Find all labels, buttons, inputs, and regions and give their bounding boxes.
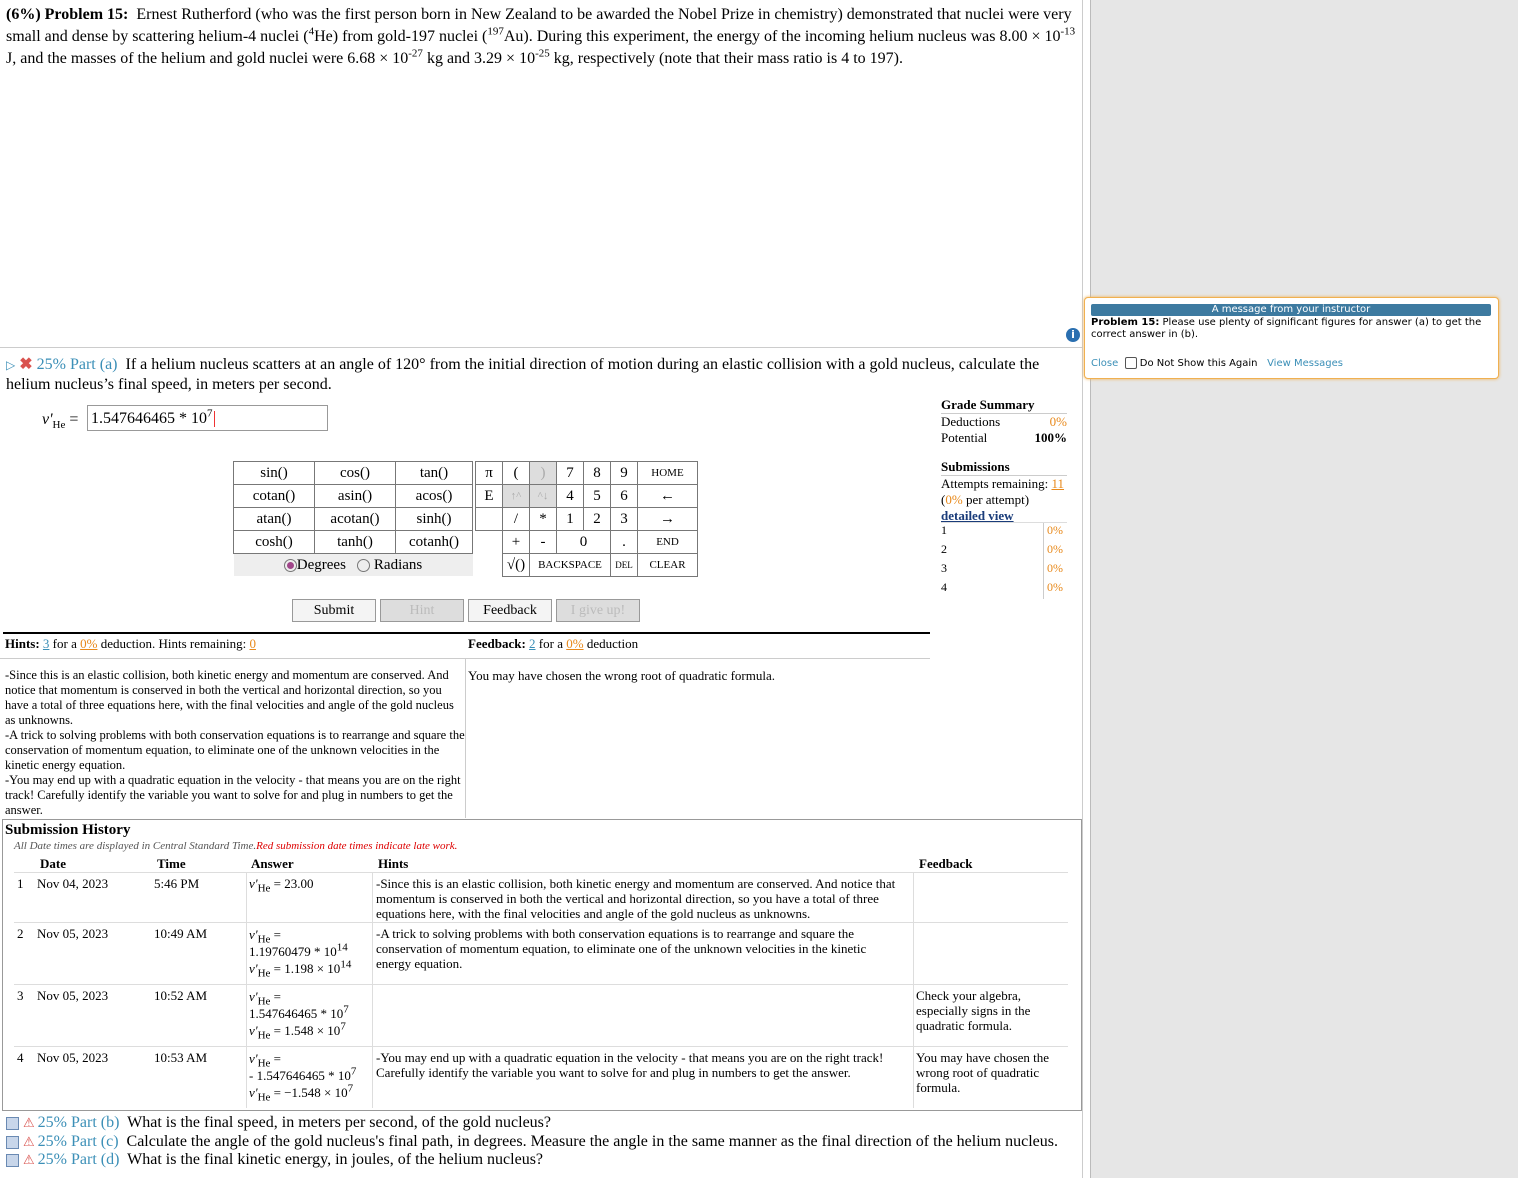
grade-summary	[941, 397, 1067, 446]
hint-item: -Since this is an elastic collision, both kinetic energy and momentum are conserved. And notice that momentum is conserved in both the vertical and horizontal direction, so you have a total of three equations here, with the final velocities and angle of the gold nucleus as unknowns.	[5, 668, 454, 727]
text-cursor	[214, 411, 215, 427]
info-icon[interactable]: i	[1066, 328, 1080, 342]
key-cotan[interactable]: cotan()	[234, 485, 315, 508]
answer-eq: = 23.00	[270, 876, 314, 891]
key-tanh[interactable]: tanh()	[315, 531, 396, 554]
key-asin[interactable]: asin()	[315, 485, 396, 508]
key-6[interactable]: 6	[611, 485, 638, 508]
part-b-text: What is the final speed, in meters per second, of the gold nucleus?	[127, 1114, 552, 1131]
var-sub: He	[257, 1029, 271, 1042]
col-feedback: Feedback	[919, 856, 973, 871]
hints-label: Hints:	[5, 636, 40, 651]
answer-variable	[42, 411, 79, 432]
var-v: v'	[249, 961, 258, 976]
row-num: 4	[17, 1050, 24, 1065]
potential-row	[941, 430, 1067, 446]
problem-text-2: Au). During this experiment, the energy of the incoming helium nucleus was 8.00 × 10	[503, 28, 1061, 45]
part-a-label: 25% Part (a)	[36, 356, 118, 373]
var-sub: He	[257, 1057, 271, 1070]
var-sub: He	[257, 882, 271, 895]
feedback-button[interactable]: Feedback	[468, 599, 552, 622]
key-atan[interactable]: atan()	[234, 508, 315, 531]
col-line	[372, 872, 373, 1108]
radians-radio[interactable]	[357, 559, 370, 572]
problem-text-1: Ernest Rutherford (who was the first person born in New Zealand to be awarded the Nobel Prize in chemistry) demonstrated that nuclei were very small and dense by scattering helium-4 nuclei (	[6, 6, 1072, 45]
row-time: 10:52 AM	[154, 988, 208, 1003]
hint-button[interactable]: Hint	[380, 599, 464, 622]
answer-raw-exp: 14	[336, 941, 348, 954]
sup-4: 4	[308, 25, 315, 38]
row-time: 5:46 PM	[154, 876, 200, 891]
key-del[interactable]: DEL	[611, 554, 638, 577]
key-down[interactable]: ^↓	[530, 485, 557, 508]
feedback-for-a: for a	[538, 636, 563, 651]
row-date: Nov 05, 2023	[37, 926, 109, 941]
collapse-icon[interactable]	[6, 1154, 19, 1167]
do-not-show-checkbox[interactable]	[1125, 357, 1137, 369]
key-e[interactable]: E	[476, 485, 503, 508]
grade-row-num: 1	[941, 523, 947, 537]
answer-formatted-exp: 7	[340, 1020, 346, 1033]
key-8[interactable]: 8	[584, 462, 611, 485]
divider	[0, 347, 1082, 348]
key-0[interactable]: 0	[557, 531, 611, 554]
row-answer	[249, 988, 349, 1042]
var-sub: He	[257, 995, 271, 1008]
var-v: v'	[249, 927, 258, 942]
problem-weight: (6%)	[6, 6, 41, 23]
row-num: 3	[17, 988, 24, 1003]
detailed-view-link[interactable]: detailed view	[941, 508, 1014, 523]
angle-mode	[234, 554, 473, 577]
var-v: v'	[42, 411, 53, 428]
close-link[interactable]: Close	[1091, 358, 1119, 369]
view-messages-link[interactable]: View Messages	[1267, 358, 1344, 369]
answer-formatted: = 1.198 × 10	[270, 961, 341, 976]
var-v: v'	[249, 876, 258, 891]
answer-eq: =	[270, 927, 281, 942]
part-c-row[interactable]	[6, 1133, 1058, 1151]
warning-icon: ⚠	[23, 1134, 35, 1149]
row-line	[14, 1046, 1068, 1047]
deductions-label: Deductions	[941, 414, 1001, 429]
attempts-value: 11	[1051, 476, 1065, 491]
feedback-label: Feedback:	[468, 636, 526, 651]
answer-raw-exp: 7	[350, 1065, 357, 1078]
grade-row-num: 3	[941, 561, 947, 575]
row-hint: -A trick to solving problems with both conservation equations is to rearrange and square the conservation of momentum equation, to eliminate one of the unknown velocities in the kinetic energy equation.	[376, 926, 867, 971]
answer-raw: - 1.547646465 * 10	[249, 1068, 351, 1083]
var-eq: =	[65, 411, 79, 428]
row-answer	[249, 1050, 357, 1104]
row-answer	[249, 876, 314, 895]
grade-row-pct: 0%	[1043, 580, 1067, 599]
key-3[interactable]: 3	[611, 508, 638, 531]
col-answer: Answer	[251, 856, 294, 871]
grade-row	[941, 542, 1067, 561]
key-dot[interactable]: .	[611, 531, 638, 554]
warning-icon: ⚠	[23, 1115, 35, 1130]
part-d-row[interactable]	[6, 1151, 543, 1169]
per-attempt-text: per attempt)	[965, 492, 1030, 507]
submit-button[interactable]: Submit	[292, 599, 376, 622]
part-d-text: What is the final kinetic energy, in joules, of the helium nucleus?	[127, 1151, 544, 1168]
grade-row-pct: 0%	[1043, 561, 1067, 580]
feedback-count: 2	[529, 636, 536, 651]
key-5[interactable]: 5	[584, 485, 611, 508]
row-date: Nov 05, 2023	[37, 988, 109, 1003]
warning-icon: ⚠	[23, 1152, 35, 1167]
row-feedback: Check your algebra, especially signs in the quadratic formula.	[916, 988, 1031, 1033]
problem-text-1b: He) from gold-197 nuclei (	[314, 28, 488, 45]
per-attempt-row: (0% per attempt)	[941, 492, 1030, 507]
collapse-icon[interactable]	[6, 1117, 19, 1130]
grade-row-num: 2	[941, 542, 947, 556]
hints-remaining: 0	[249, 636, 256, 651]
part-a-question	[6, 355, 1071, 394]
key-acotan[interactable]: acotan()	[315, 508, 396, 531]
key-up[interactable]: ↑^	[503, 485, 530, 508]
history-note-text: All Date times are displayed in Central Standard Time.	[14, 840, 257, 852]
answer-exp: 7	[207, 407, 213, 420]
key-divide[interactable]: /	[503, 508, 530, 531]
degrees-radio[interactable]	[284, 559, 297, 572]
message-problem: Problem 15:	[1091, 317, 1160, 328]
function-keypad	[233, 461, 473, 576]
hints-feedback-separator	[465, 658, 466, 818]
answer-eq: =	[270, 1051, 281, 1066]
key-blank	[476, 508, 503, 531]
hint-item: -A trick to solving problems with both conservation equations is to rearrange and square the conservation of momentum equation, to eliminate one of the unknown velocities in the kinetic energy equation.	[5, 728, 465, 772]
key-left-arrow[interactable]: ←	[638, 485, 698, 508]
key-lparen[interactable]: (	[503, 462, 530, 485]
right-panel	[1090, 0, 1518, 1178]
var-sub: He	[257, 967, 271, 980]
problem-text-5: kg, respectively (note that their mass ratio is 4 to 197).	[549, 50, 903, 67]
degrees-label: Degrees	[296, 556, 346, 573]
col-hints: Hints	[378, 856, 409, 871]
key-cotanh[interactable]: cotanh()	[396, 531, 473, 554]
collapse-icon[interactable]	[6, 1136, 19, 1149]
give-up-button[interactable]: I give up!	[556, 599, 640, 622]
potential-label: Potential	[941, 430, 988, 445]
key-cos[interactable]: cos()	[315, 462, 396, 485]
key-sqrt[interactable]: √()	[503, 554, 530, 577]
row-line	[14, 922, 1068, 923]
answer-raw: 1.19760479 * 10	[249, 944, 337, 959]
answer-value: 1.547646465 * 10	[91, 410, 207, 427]
potential-value: 100%	[1034, 430, 1067, 445]
key-end[interactable]: END	[638, 531, 698, 554]
number-keypad	[475, 461, 698, 577]
part-a-text: If a helium nucleus scatters at an angle of 120° from the initial direction of motion during an elastic collision with a gold nucleus, calculate the helium nucleus’s final speed, in meters per second.	[6, 356, 1040, 393]
do-not-show-label: Do Not Show this Again	[1139, 358, 1258, 369]
var-v: v'	[249, 1085, 258, 1100]
sup-197: 197	[487, 25, 504, 38]
incorrect-x-icon: ✖	[19, 356, 33, 373]
key-2[interactable]: 2	[584, 508, 611, 531]
answer-eq: =	[270, 989, 281, 1004]
deductions-value: 0%	[1049, 414, 1067, 429]
attempts-label: Attempts remaining:	[941, 476, 1049, 491]
key-gap2	[476, 554, 503, 577]
key-1[interactable]: 1	[557, 508, 584, 531]
row-answer	[249, 926, 352, 980]
key-gap	[476, 531, 503, 554]
message-title: A message from your instructor	[1091, 304, 1491, 316]
var-v: v'	[249, 989, 258, 1004]
hints-header	[5, 636, 256, 652]
answer-input[interactable]	[87, 405, 328, 431]
problem-text-4: kg and 3.29 × 10	[422, 50, 536, 67]
col-time: Time	[157, 856, 186, 871]
sup-m25: -25	[535, 47, 550, 60]
message-body	[1091, 317, 1491, 341]
key-cosh[interactable]: cosh()	[234, 531, 315, 554]
radians-label: Radians	[373, 556, 423, 573]
row-line	[14, 984, 1068, 985]
hints-feedback-divider	[3, 632, 930, 634]
row-line	[14, 872, 1068, 873]
message-footer	[1091, 357, 1343, 369]
hints-rest: deduction. Hints remaining:	[100, 636, 247, 651]
grade-row	[941, 580, 1067, 599]
key-minus[interactable]: -	[530, 531, 557, 554]
attempts-row	[941, 476, 1067, 492]
part-b-label: 25% Part (b)	[37, 1114, 120, 1131]
answer-formatted-exp: 14	[340, 958, 352, 971]
key-plus[interactable]: +	[503, 531, 530, 554]
row-time: 10:53 AM	[154, 1050, 208, 1065]
row-time: 10:49 AM	[154, 926, 208, 941]
part-d-label: 25% Part (d)	[37, 1151, 120, 1168]
submissions-panel	[941, 459, 1067, 524]
problem-text-3: J, and the masses of the helium and gold nuclei were 6.68 × 10	[6, 50, 409, 67]
key-7[interactable]: 7	[557, 462, 584, 485]
col-line	[913, 872, 914, 1108]
submission-grades	[941, 522, 1067, 599]
row-num: 2	[17, 926, 24, 941]
expand-triangle-icon[interactable]: ▷	[6, 358, 16, 372]
feedback-header	[468, 636, 638, 652]
hints-for-a: for a	[52, 636, 77, 651]
key-rparen[interactable]: )	[530, 462, 557, 485]
grade-row-num: 4	[941, 580, 947, 594]
key-backspace[interactable]: BACKSPACE	[530, 554, 611, 577]
row-date: Nov 05, 2023	[37, 1050, 109, 1065]
hints-list	[5, 668, 465, 818]
hint-item: -You may end up with a quadratic equation in the velocity - that means you are on the right track! Carefully identify the variable you want to solve for and plug in numbers to get the answer.	[5, 773, 461, 817]
history-note-red: Red submission date times indicate late work.	[256, 840, 458, 852]
grade-row	[941, 561, 1067, 580]
part-c-text: Calculate the angle of the gold nucleus's final path, in degrees. Measure the angle in the same manner as the final direction of the helium nucleus.	[126, 1133, 1058, 1150]
key-sin[interactable]: sin()	[234, 462, 315, 485]
key-sinh[interactable]: sinh()	[396, 508, 473, 531]
col-date: Date	[40, 856, 66, 871]
grade-row-pct: 0%	[1043, 542, 1067, 561]
key-9[interactable]: 9	[611, 462, 638, 485]
key-pi[interactable]: π	[476, 462, 503, 485]
key-clear[interactable]: CLEAR	[638, 554, 698, 577]
sup-m27: -27	[408, 47, 423, 60]
row-hint: -Since this is an elastic collision, both kinetic energy and momentum are conserved. And notice that momentum is conserved in both the vertical and horizontal direction, so you have a total of three equations here, with the final velocities and angle of the gold nucleus as unknowns.	[376, 876, 896, 921]
key-acos[interactable]: acos()	[396, 485, 473, 508]
row-feedback: You may have chosen the wrong root of quadratic formula.	[916, 1050, 1049, 1095]
deductions-row	[941, 414, 1067, 430]
answer-formatted: = 1.548 × 10	[270, 1023, 341, 1038]
feedback-rest: deduction	[586, 636, 639, 651]
col-line	[246, 872, 247, 1108]
sup-m13: -13	[1060, 25, 1076, 38]
feedback-text: You may have chosen the wrong root of quadratic formula.	[468, 668, 775, 683]
key-4[interactable]: 4	[557, 485, 584, 508]
answer-formatted: = −1.548 × 10	[270, 1085, 348, 1100]
row-date: Nov 04, 2023	[37, 876, 109, 891]
answer-raw-exp: 7	[343, 1003, 349, 1016]
problem-statement	[6, 4, 1076, 70]
submission-history-title: Submission History	[5, 822, 131, 838]
var-sub: He	[257, 933, 271, 946]
var-sub: He	[52, 419, 66, 432]
key-multiply[interactable]: *	[530, 508, 557, 531]
key-tan[interactable]: tan()	[396, 462, 473, 485]
message-text: Please use plenty of significant figures for answer (a) to get the correct answer in (b).	[1091, 317, 1482, 340]
history-note	[14, 840, 457, 852]
answer-raw: 1.547646465 * 10	[249, 1006, 344, 1021]
grade-row-pct: 0%	[1043, 523, 1067, 542]
per-attempt-pct: 0%	[945, 492, 963, 507]
problem-number: Problem 15:	[44, 6, 129, 23]
hints-pct: 0%	[80, 636, 98, 651]
part-c-label: 25% Part (c)	[37, 1133, 119, 1150]
instructor-message-popup	[1084, 297, 1499, 379]
key-right-arrow[interactable]: →	[638, 508, 698, 531]
answer-formatted-exp: 7	[347, 1082, 354, 1095]
var-v: v'	[249, 1051, 258, 1066]
part-b-row[interactable]	[6, 1114, 551, 1132]
key-home[interactable]: HOME	[638, 462, 698, 485]
grade-row	[941, 522, 1067, 542]
grade-summary-title: Grade Summary	[941, 397, 1067, 414]
submissions-title: Submissions	[941, 459, 1067, 476]
var-v: v'	[249, 1023, 258, 1038]
feedback-pct: 0%	[566, 636, 584, 651]
hints-count: 3	[42, 636, 50, 651]
var-sub: He	[257, 1091, 271, 1104]
row-hint: -You may end up with a quadratic equation in the velocity - that means you are on the right track! Carefully identify the variable you want to solve for and plug in numbers to get the answer.	[376, 1050, 884, 1080]
row-num: 1	[17, 876, 24, 891]
